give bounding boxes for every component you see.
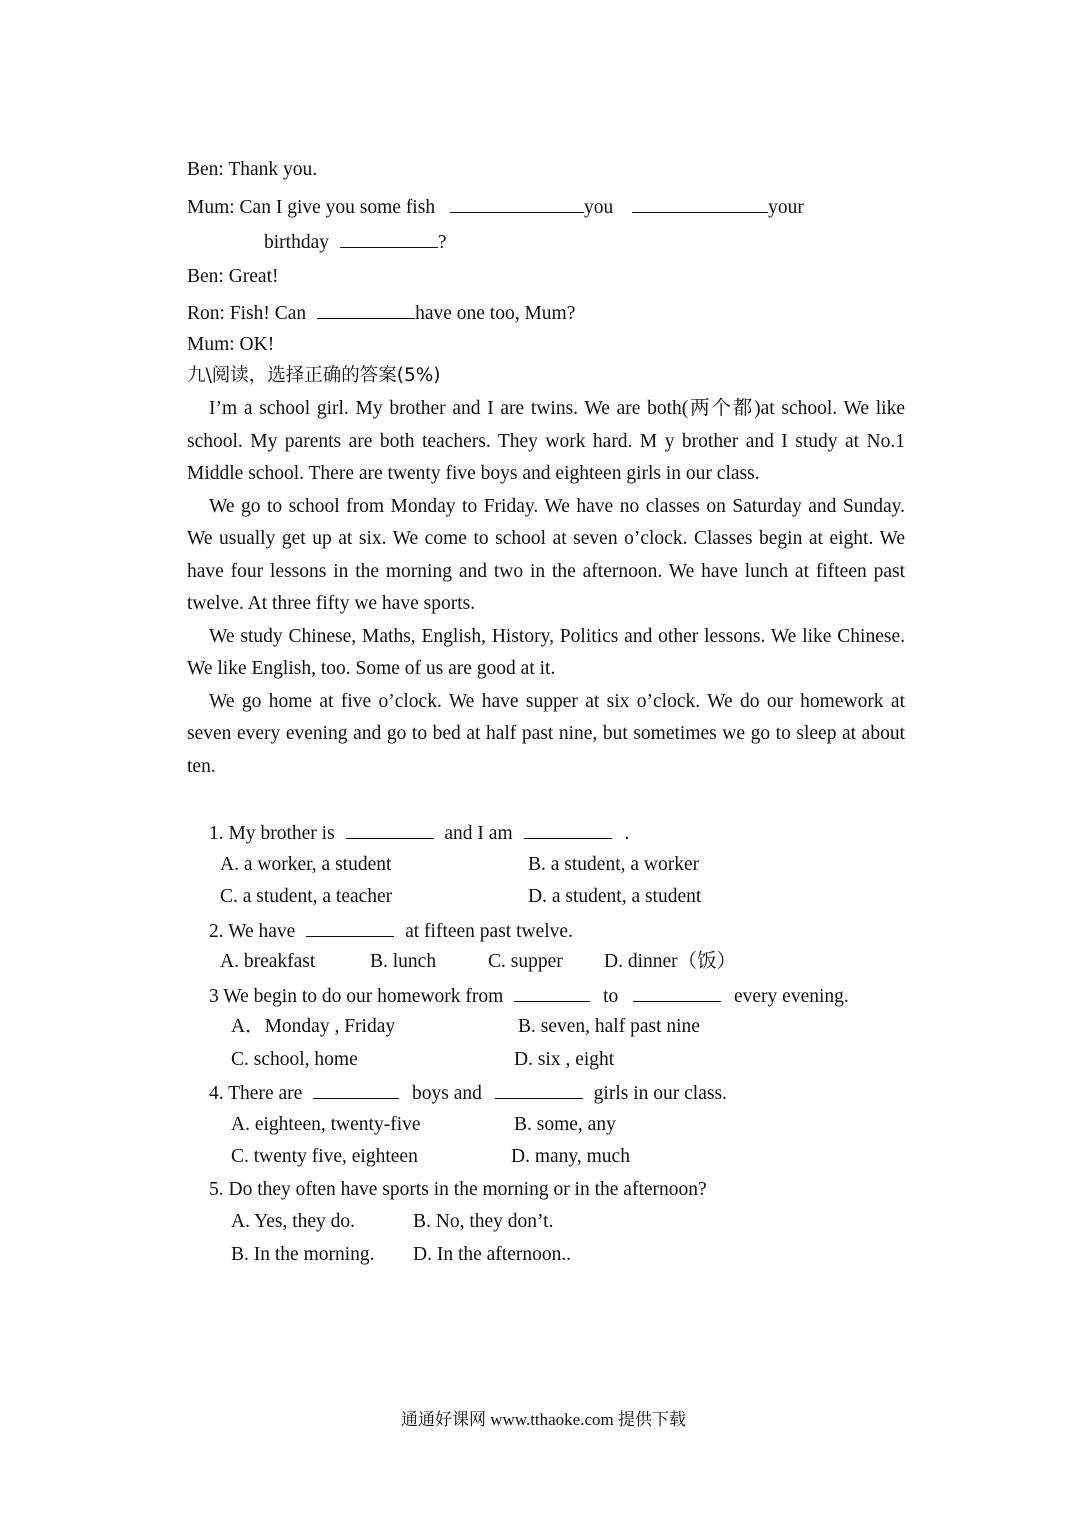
q1-option-d: D. a student, a student <box>528 886 702 907</box>
question-4-text-2: boys and <box>412 1083 482 1104</box>
answer-blank <box>632 194 768 213</box>
question-1 <box>209 820 629 846</box>
dialogue-line-2-you: you <box>583 197 614 218</box>
dialogue-line-2-text: Mum: Can I give you some fish <box>187 197 436 218</box>
answer-blank <box>524 820 612 839</box>
question-4 <box>209 1080 727 1106</box>
q4-option-b: B. some, any <box>514 1114 616 1135</box>
answer-blank <box>495 1080 583 1099</box>
dialogue-line-6: Mum: OK! <box>187 334 275 355</box>
answer-blank <box>317 300 415 319</box>
question-2-text-2: at fifteen past twelve. <box>405 921 573 942</box>
dialogue-line-4: Ben: Great! <box>187 266 279 287</box>
answer-blank <box>633 983 721 1002</box>
question-3-end: every evening. <box>733 986 849 1007</box>
answer-blank <box>450 194 584 213</box>
q2-option-c: C. supper <box>488 951 563 972</box>
passage-paragraph-1: I’m a school girl. My brother and I are twins. We are both(两个都)at school. We like school. My parents are both teachers. They work hard. M y brother and I study at No.1 Middle school. There are twenty five boys and eighteen girls in our class. <box>187 398 905 484</box>
question-3 <box>209 983 849 1009</box>
question-3-text-2: to <box>603 986 619 1007</box>
answer-blank <box>346 820 434 839</box>
question-2-text: 2. We have <box>209 921 296 942</box>
answer-blank <box>313 1080 399 1099</box>
q5-option-b: B. No, they don’t. <box>413 1211 554 1232</box>
question-1-text-2: and I am <box>444 823 513 844</box>
q1-option-b: B. a student, a worker <box>528 854 700 875</box>
question-4-end: girls in our class. <box>593 1083 727 1104</box>
question-1-end: . <box>624 823 630 844</box>
question-4-text: 4. There are <box>209 1083 303 1104</box>
passage-paragraph-3: We study Chinese, Maths, English, History, Politics and other lessons. We like Chinese. We like English, too. Some of us are good at it. <box>187 625 905 679</box>
dialogue-line-2 <box>187 194 905 220</box>
dialogue-line-3-text: birthday <box>264 232 329 253</box>
q1-option-c: C. a student, a teacher <box>220 886 393 907</box>
q5-option-a: A. Yes, they do. <box>231 1211 356 1232</box>
dialogue-line-5-text: Ron: Fish! Can <box>187 303 307 324</box>
q5-option-c: B. In the morning. <box>231 1244 375 1265</box>
q3-option-c: C. school, home <box>231 1049 358 1070</box>
question-2 <box>209 918 573 944</box>
passage-paragraph-2: We go to school from Monday to Friday. We have no classes on Saturday and Sunday. We usually get up at six. We come to school at seven o’clock. Classes begin at eight. We have four lessons in the morning and two in the afternoon. We have lunch at fifteen past twelve. At three fifty we have sports. <box>187 495 905 614</box>
q3-option-a: A．Monday , Friday <box>231 1016 396 1037</box>
dialogue-line-3 <box>264 229 447 255</box>
reading-passage <box>187 393 905 783</box>
section-heading: 九\阅读，选择正确的答案(5%) <box>187 365 441 386</box>
question-3-text: 3 We begin to do our homework from <box>209 986 504 1007</box>
passage-paragraph-4: We go home at five o’clock. We have supper at six o’clock. We do our homework at seven every evening and go to bed at half past nine, but sometimes we go to sleep at about ten. <box>187 690 905 777</box>
dialogue-line-5-end: have one too, Mum? <box>415 303 576 324</box>
page-footer: 通通好课网 www.tthaoke.com 提供下载 <box>400 1410 687 1429</box>
q1-option-a: A. a worker, a student <box>220 854 392 875</box>
question-5: 5. Do they often have sports in the morning or in the afternoon? <box>209 1179 707 1200</box>
q4-option-d: D. many, much <box>511 1146 630 1167</box>
dialogue-line-5 <box>187 300 575 326</box>
q2-option-d: D. dinner（饭） <box>604 951 737 972</box>
answer-blank <box>514 983 590 1002</box>
dialogue-line-3-end: ? <box>437 232 447 253</box>
dialogue-line-2-your: your <box>768 197 804 218</box>
q5-option-d: D. In the afternoon.. <box>413 1244 572 1265</box>
dialogue-line-1: Ben: Thank you. <box>187 159 318 180</box>
q3-option-b: B. seven, half past nine <box>518 1016 700 1037</box>
q4-option-c: C. twenty five, eighteen <box>231 1146 418 1167</box>
q2-option-b: B. lunch <box>370 951 437 972</box>
answer-blank <box>306 918 394 937</box>
q2-option-a: A. breakfast <box>220 951 316 972</box>
question-1-text: 1. My brother is <box>209 823 335 844</box>
answer-blank <box>340 229 438 248</box>
q3-option-d: D. six , eight <box>514 1049 615 1070</box>
q4-option-a: A. eighteen, twenty-five <box>231 1114 421 1135</box>
